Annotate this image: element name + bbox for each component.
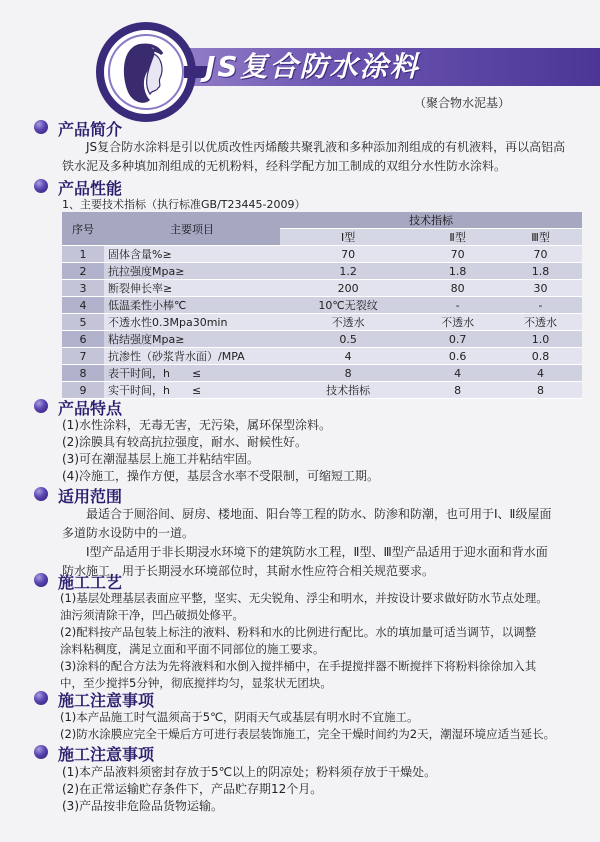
cell-item: 固体含量%≥ (104, 246, 280, 263)
cell-type1: 200 (280, 280, 416, 297)
text-line: (1)水性涂料，无毒无害，无污染，属环保型涂料。 (62, 418, 331, 432)
section-title: 产品简介 (58, 120, 123, 139)
section-title: 施工注意事项 (58, 691, 155, 710)
text-line: (2)在正常运输贮存条件下，产品贮存期12个月。 (62, 782, 323, 796)
cell-type1: 不透水 (280, 314, 416, 331)
cell-no: 3 (62, 280, 104, 297)
text-line: (1)本产品施工时气温须高于5℃，阴雨天气或基层有明水时不宜施工。 (60, 710, 419, 724)
table-row (62, 331, 582, 348)
table-row (62, 348, 582, 365)
header-type1: Ⅰ型 (280, 229, 416, 246)
cell-no: 8 (62, 365, 104, 382)
section-title: 施工注意事项 (58, 745, 155, 764)
section-title: 适用范围 (58, 487, 123, 506)
bullet-icon (34, 179, 48, 193)
woman-profile-logo-icon (92, 20, 208, 124)
section-title: 产品特点 (58, 399, 123, 418)
cell-item: 低温柔性小棒℃ (104, 297, 280, 314)
cell-type1: 0.5 (280, 331, 416, 348)
text-line: 铁水泥及多种填加剂组成的无机粉料，经科学配方加工制成的双组分水性防水涂料。 (62, 159, 507, 173)
section-title: 施工工艺 (58, 573, 123, 592)
cell-no: 2 (62, 263, 104, 280)
text-line: Ⅰ型产品适用于非长期浸水环境下的建筑防水工程，Ⅱ型、Ⅲ型产品适用于迎水面和背水面 (86, 545, 548, 559)
text-line: 多道防水设防中的一道。 (62, 526, 195, 540)
text-line: (2)涂膜具有较高抗拉强度，耐水、耐候性好。 (62, 435, 307, 449)
cell-no: 4 (62, 297, 104, 314)
cell-item: 实干时间，h ≤ (104, 382, 280, 399)
intro-text (62, 138, 582, 176)
notes1-text (60, 709, 590, 743)
cell-item: 表干时间，h ≤ (104, 365, 280, 382)
header-type2: Ⅱ型 (416, 229, 499, 246)
notes2-text (62, 764, 582, 815)
cell-type2: 0.6 (416, 348, 499, 365)
scope-text (62, 505, 582, 581)
bullet-icon (34, 573, 48, 587)
cell-type3: 70 (499, 246, 582, 263)
cell-type3: 1.8 (499, 263, 582, 280)
bullet-icon (34, 745, 48, 759)
header-item: 主要项目 (104, 212, 280, 246)
cell-type2: 不透水 (416, 314, 499, 331)
text-line: (2)配料按产品包装上标注的液料、粉料和水的比例进行配比。水的填加量可适当调节，以调整 (60, 625, 537, 639)
cell-no: 9 (62, 382, 104, 399)
cell-type1: 10℃无裂纹 (280, 297, 416, 314)
standard-note: 1、主要技术指标（执行标准GB/T23445-2009） (62, 198, 306, 211)
page-header (0, 0, 600, 120)
header-no: 序号 (62, 212, 104, 246)
cell-no: 1 (62, 246, 104, 263)
cell-type2: 1.8 (416, 263, 499, 280)
cell-type1: 70 (280, 246, 416, 263)
header-type3: Ⅲ型 (499, 229, 582, 246)
header-group: 技术指标 (280, 212, 582, 229)
cell-type3: 1.0 (499, 331, 582, 348)
text-line: 防水施工，用于长期浸水环境部位时，其耐水性应符合相关规范要求。 (62, 564, 435, 578)
text-line: 最适合于厕浴间、厨房、楼地面、阳台等工程的防水、防渗和防潮，也可用于Ⅰ、Ⅱ级屋面 (86, 507, 552, 521)
table-row (62, 280, 582, 297)
page-subtitle: （聚合物水泥基） (414, 96, 511, 110)
cell-item: 抗渗性（砂浆背水面）/MPA (104, 348, 280, 365)
bullet-icon (34, 691, 48, 705)
text-line: (3)涂料的配合方法为先将液料和水倒入搅拌桶中，在手提搅拌器不断搅拌下将粉料徐徐加入其 (60, 659, 537, 673)
bullet-icon (34, 399, 48, 413)
cell-item: 抗拉强度Mpa≥ (104, 263, 280, 280)
cell-type3: 不透水 (499, 314, 582, 331)
table-row (62, 246, 582, 263)
cell-type1: 1.2 (280, 263, 416, 280)
text-line: (1)本产品液料须密封存放于5℃以上的阴凉处；粉料须存放于干燥处。 (62, 765, 437, 779)
text-line: (4)冷施工，操作方便，基层含水率不受限制，可缩短工期。 (62, 469, 380, 483)
cell-no: 7 (62, 348, 104, 365)
cell-type3: 0.8 (499, 348, 582, 365)
table-row (62, 365, 582, 382)
text-line: (3)可在潮湿基层上施工并粘结牢固。 (62, 452, 259, 466)
table-row (62, 297, 582, 314)
cell-type2: 70 (416, 246, 499, 263)
text-line: 涂料粘稠度，满足立面和平面不同部位的施工要求。 (60, 642, 325, 656)
cell-type2: - (416, 297, 499, 314)
bullet-icon (34, 487, 48, 501)
cell-no: 5 (62, 314, 104, 331)
table-row (62, 382, 582, 399)
bullet-icon (34, 120, 48, 134)
cell-type2: 80 (416, 280, 499, 297)
cell-no: 6 (62, 331, 104, 348)
text-line: JS复合防水涂料是引以优质改性丙烯酸共聚乳液和多种添加剂组成的有机液料，再以高铝高 (86, 140, 566, 154)
cell-type3: 4 (499, 365, 582, 382)
cell-type3: - (499, 297, 582, 314)
text-line: (2)防水涂膜应完全干燥后方可进行表层装饰施工，完全干燥时间约为2天，潮湿环境应适当延长。 (60, 727, 556, 741)
table-row (62, 314, 582, 331)
process-text (60, 590, 590, 692)
cell-type3: 30 (499, 280, 582, 297)
spec-table (62, 212, 582, 399)
cell-type1: 8 (280, 365, 416, 382)
text-line: (1)基层处理基层表面应平整，坚实、无尖锐角、浮尘和明水，并按设计要求做好防水节点处理。 (60, 591, 548, 605)
cell-type1: 4 (280, 348, 416, 365)
cell-item: 粘结强度Mpa≥ (104, 331, 280, 348)
table-row (62, 263, 582, 280)
text-line: 中，至少搅拌5分钟，彻底搅拌均匀，显浆状无团块。 (60, 676, 332, 690)
features-text (62, 417, 582, 485)
cell-type3: 8 (499, 382, 582, 399)
cell-item: 不透水性0.3Mpa30min (104, 314, 280, 331)
cell-type1: 技术指标 (280, 382, 416, 399)
cell-item: 断裂伸长率≥ (104, 280, 280, 297)
text-line: (3)产品按非危险品货物运输。 (62, 799, 223, 813)
cell-type2: 0.7 (416, 331, 499, 348)
text-line: 油污须清除干净，凹凸破损处修平。 (60, 608, 244, 622)
section-title: 产品性能 (58, 179, 123, 198)
cell-type2: 8 (416, 382, 499, 399)
page-title: JS复合防水涂料 (205, 50, 420, 83)
cell-type2: 4 (416, 365, 499, 382)
